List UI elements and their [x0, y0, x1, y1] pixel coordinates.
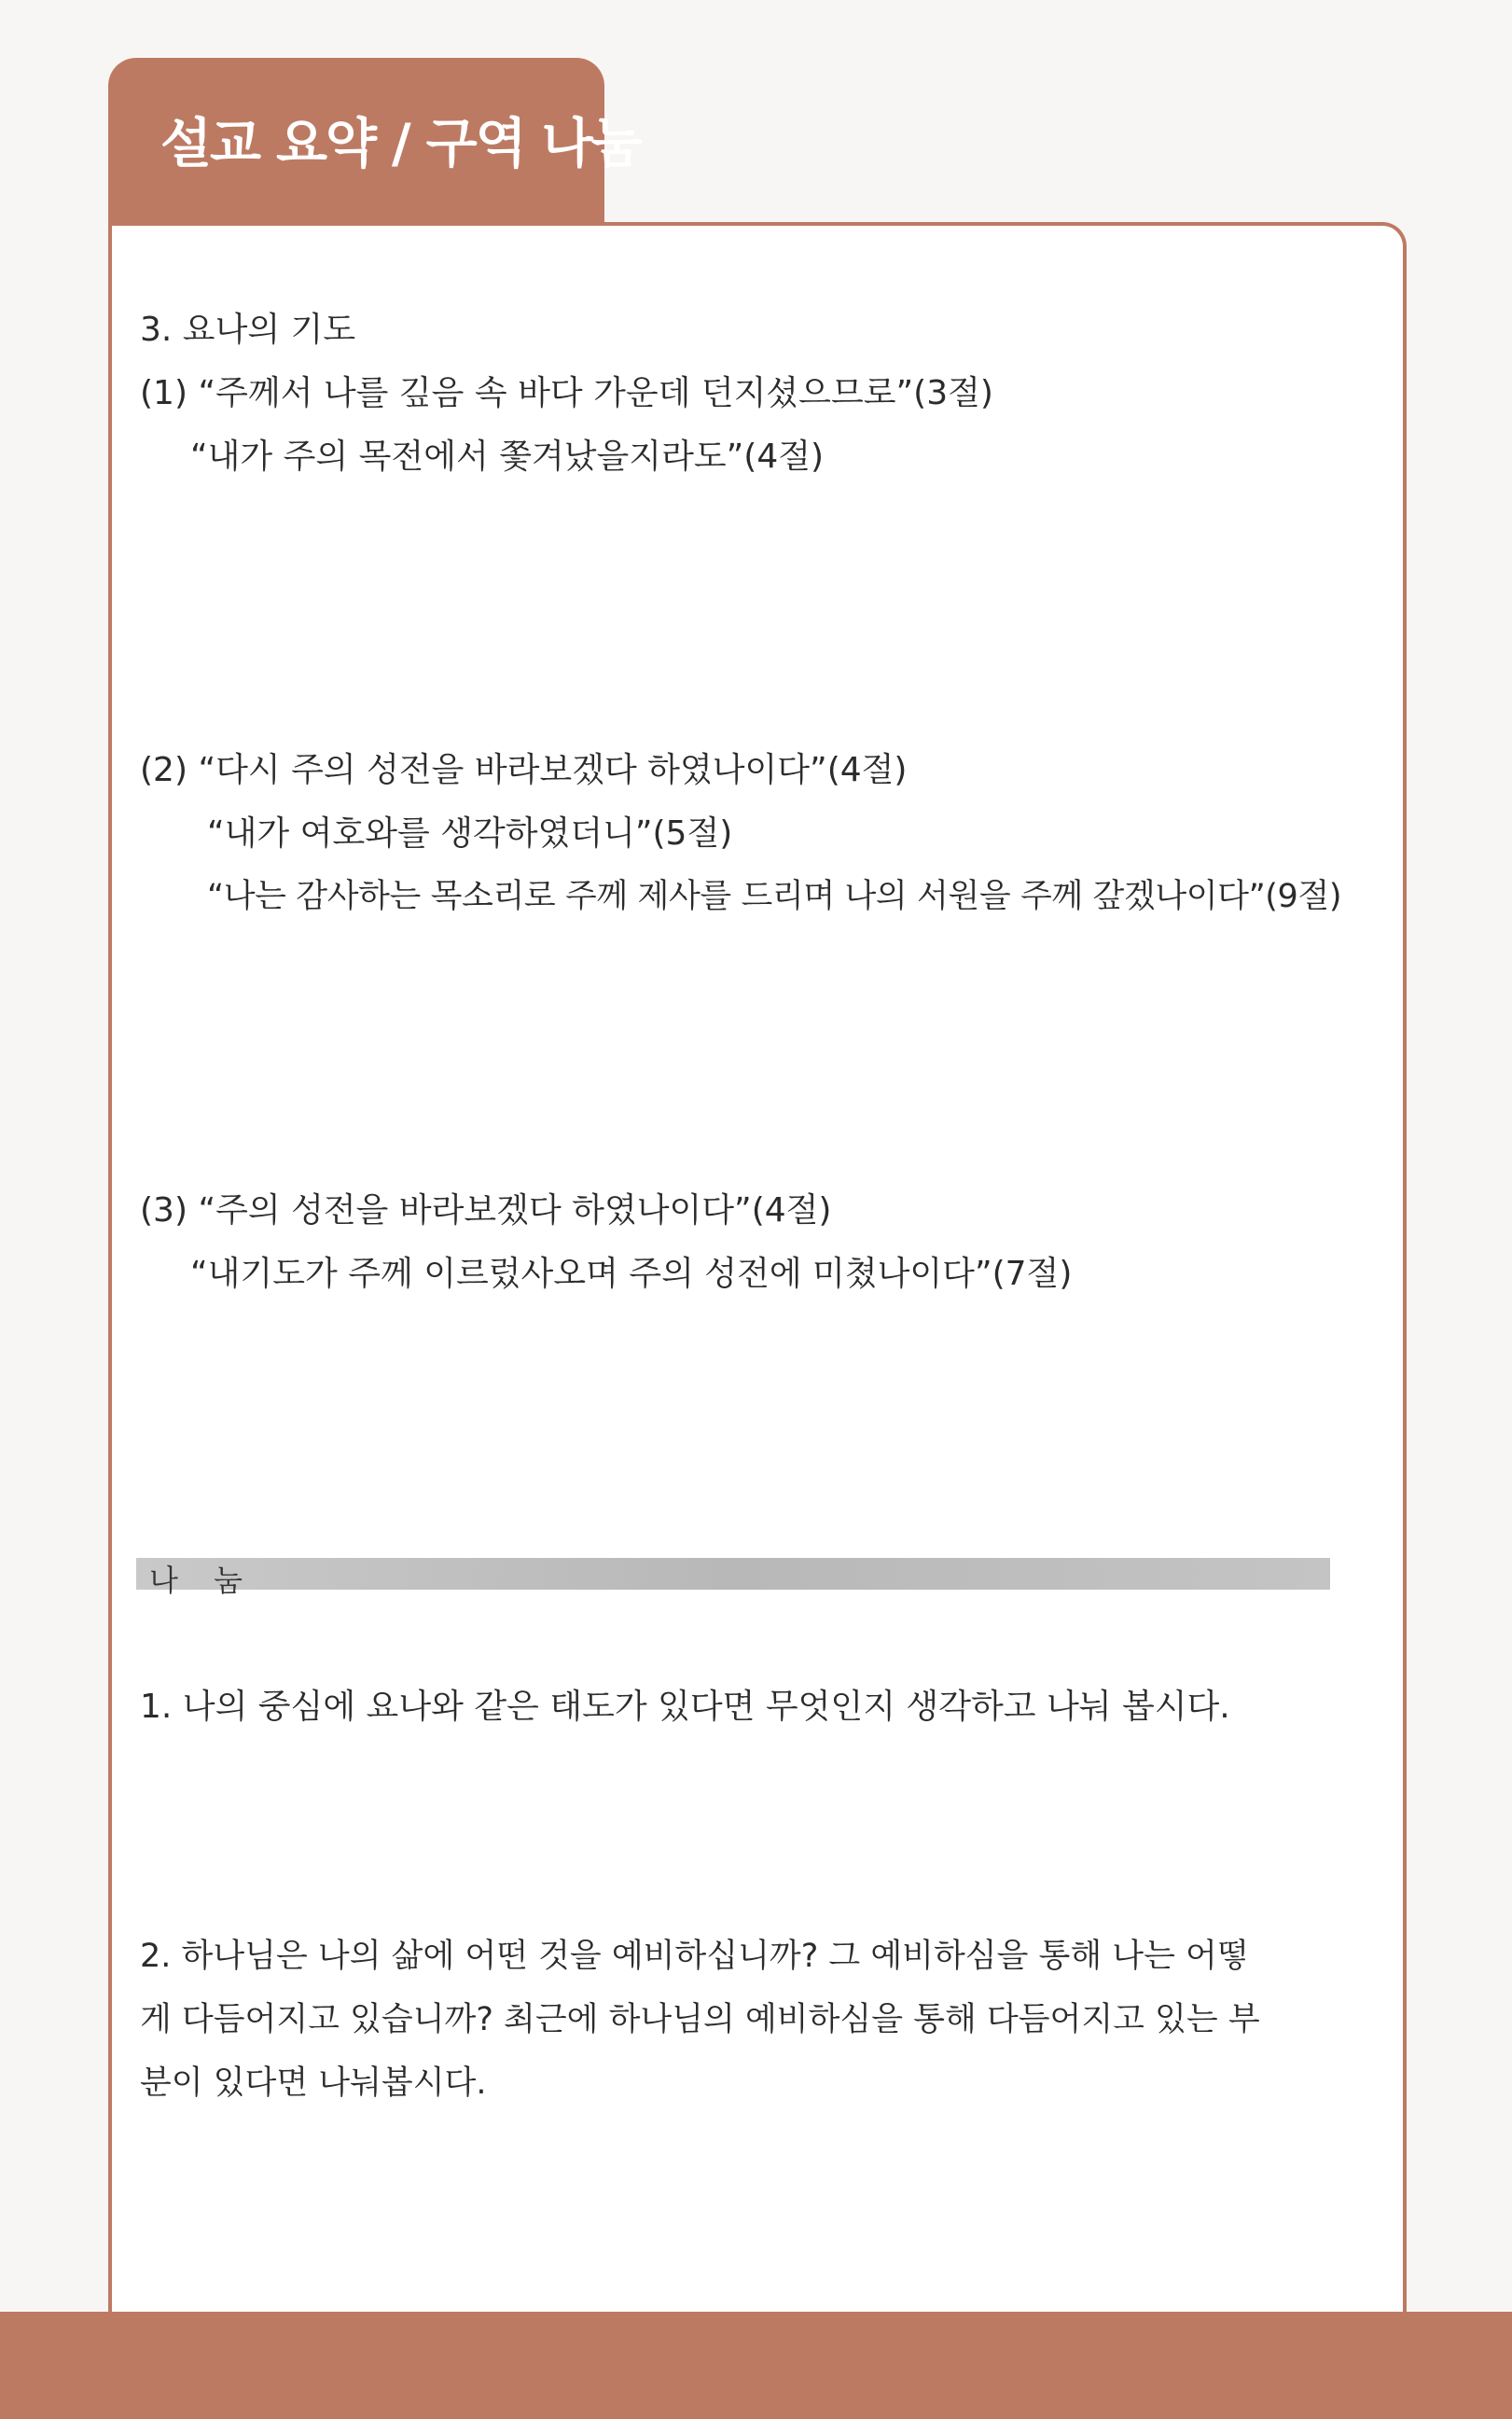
question-2-line-2: 게 다듬어지고 있습니까? 최근에 하나님의 예비하심을 통해 다듬어지고 있는 부 — [140, 2001, 1260, 2038]
sharing-section-bar — [136, 1558, 1330, 1598]
point-2-line-1: (2) “다시 주의 성전을 바라보겠다 하였나이다”(4절) — [140, 751, 908, 789]
point-2-line-3: “나는 감사하는 목소리로 주께 제사를 드리며 나의 서원을 주께 갚겠나이다”(9절) — [207, 878, 1342, 915]
point-3-line-2: “내기도가 주께 이르렀사오며 주의 성전에 미쳤나이다”(7절) — [190, 1255, 1073, 1293]
sharing-label: 나 눔 — [149, 1563, 256, 1598]
point-2-line-2: “내가 여호와를 생각하였더니”(5절) — [207, 814, 733, 853]
section-heading: 3. 요나의 기도 — [140, 311, 356, 349]
question-1: 1. 나의 중심에 요나와 같은 태도가 있다면 무엇인지 생각하고 나눠 봅시다. — [140, 1688, 1230, 1726]
question-2-line-3: 분이 있다면 나눠봅시다. — [140, 2064, 487, 2102]
point-3-line-1: (3) “주의 성전을 바라보겠다 하였나이다”(4절) — [140, 1191, 832, 1230]
page-title: 설교 요약 / 구역 나눔 — [160, 113, 641, 174]
point-1-line-1: (1) “주께서 나를 깊음 속 바다 가운데 던지셨으므로”(3절) — [140, 374, 993, 412]
point-1-line-2: “내가 주의 목전에서 쫓겨났을지라도”(4절) — [190, 438, 825, 476]
footer-band — [0, 2312, 1512, 2419]
question-2-line-1: 2. 하나님은 나의 삶에 어떤 것을 예비하십니까? 그 예비하심을 통해 나는 어떻 — [140, 1938, 1249, 1975]
